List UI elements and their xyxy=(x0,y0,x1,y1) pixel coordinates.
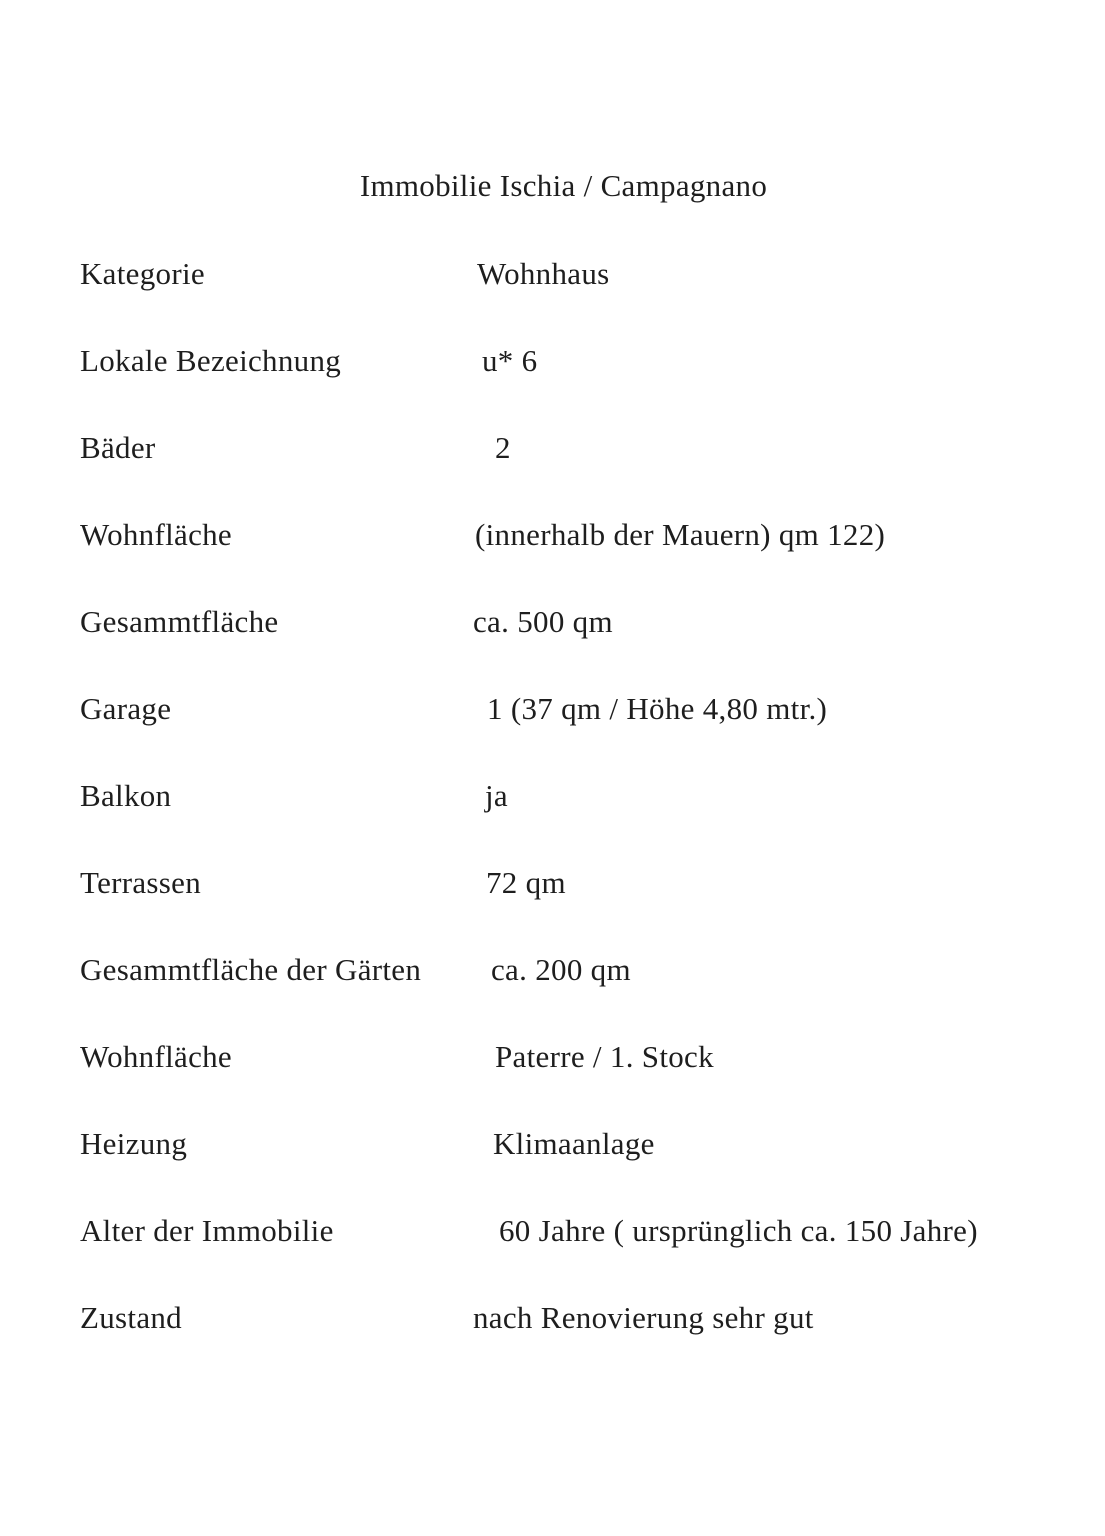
spec-row-garage xyxy=(80,691,1025,727)
document-title: Immobilie Ischia / Campagnano xyxy=(359,168,768,203)
spec-value: Wohnhaus xyxy=(477,256,610,291)
spec-value: Paterre / 1. Stock xyxy=(495,1039,714,1074)
spec-value: ja xyxy=(485,778,508,813)
spec-value: 1 (37 qm / Höhe 4,80 mtr.) xyxy=(487,691,828,726)
spec-row-wohnflaeche-etagen xyxy=(80,1039,1025,1075)
spec-value: 2 xyxy=(495,430,511,465)
spec-row-baeder xyxy=(80,430,1025,466)
spec-row-terrassen xyxy=(80,865,1025,901)
spec-row-balkon xyxy=(80,778,1025,814)
spec-row-alter xyxy=(80,1213,1025,1249)
spec-row-kategorie xyxy=(80,256,1025,292)
spec-label: Gesammtfläche der Gärten xyxy=(80,952,422,987)
spec-label: Kategorie xyxy=(80,256,205,291)
spec-row-wohnflaeche xyxy=(80,517,1025,553)
spec-list xyxy=(80,256,1025,1336)
spec-row-zustand xyxy=(80,1300,1025,1336)
spec-label: Heizung xyxy=(80,1126,188,1161)
spec-value: u* 6 xyxy=(482,343,538,378)
spec-value: 60 Jahre ( ursprünglich ca. 150 Jahre) xyxy=(499,1213,978,1248)
spec-row-gesammtflaeche xyxy=(80,604,1025,640)
spec-value: nach Renovierung sehr gut xyxy=(473,1300,814,1335)
spec-label: Zustand xyxy=(80,1300,182,1335)
spec-label: Bäder xyxy=(80,430,156,465)
spec-value: (innerhalb der Mauern) qm 122) xyxy=(475,517,886,552)
spec-label: Lokale Bezeichnung xyxy=(80,343,342,378)
spec-label: Balkon xyxy=(80,778,172,813)
spec-label: Terrassen xyxy=(80,865,202,900)
spec-label: Alter der Immobilie xyxy=(80,1213,334,1248)
spec-value: 72 qm xyxy=(486,865,566,900)
spec-row-heizung xyxy=(80,1126,1025,1162)
spec-label: Wohnfläche xyxy=(80,1039,232,1074)
spec-label: Garage xyxy=(80,691,172,726)
spec-row-gesammtflaeche-gaerten xyxy=(80,952,1025,988)
spec-value: ca. 200 qm xyxy=(491,952,631,987)
spec-value: ca. 500 qm xyxy=(473,604,613,639)
spec-label: Gesammtfläche xyxy=(80,604,279,639)
spec-label: Wohnfläche xyxy=(80,517,232,552)
spec-row-lokale-bezeichnung xyxy=(80,343,1025,379)
spec-value: Klimaanlage xyxy=(493,1126,655,1161)
